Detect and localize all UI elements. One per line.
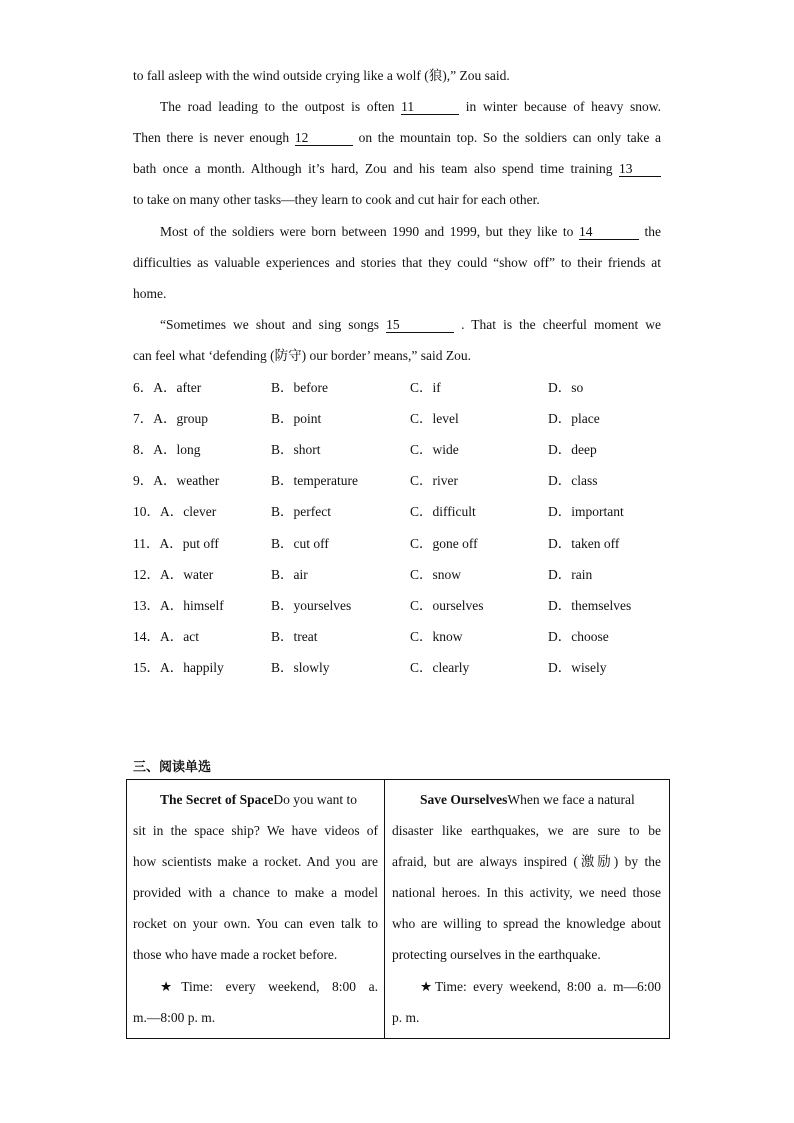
option-c[interactable]: C．ourselves [410, 598, 484, 613]
option-b[interactable]: B．perfect [271, 504, 331, 519]
passage-line: Most of the soldiers were born between 1990 and 1999, but they like to 14 the [160, 224, 661, 239]
question-row: 12．A．water B．air C．snow D．rain [133, 567, 593, 582]
question-row: 10．A．clever B．perfect C．difficult D．important [133, 504, 624, 519]
option-d[interactable]: D．themselves [548, 598, 632, 613]
option-d[interactable]: D．class [548, 473, 598, 488]
option-d[interactable]: D．rain [548, 567, 593, 582]
blank-12[interactable]: 12 [295, 130, 353, 146]
option-a[interactable]: A．act [160, 629, 199, 644]
question-row: 8．A．long B．short C．wide D．deep [133, 442, 597, 457]
option-b[interactable]: B．air [271, 567, 308, 582]
question-row: 6．A．after B．before C．if D．so [133, 380, 584, 395]
option-c[interactable]: C．know [410, 629, 463, 644]
option-b[interactable]: B．temperature [271, 473, 358, 488]
passage-line: home. [133, 286, 167, 301]
option-c[interactable]: C．gone off [410, 536, 478, 551]
blank-15[interactable]: 15 [386, 317, 454, 333]
ad-left: The Secret of SpaceDo you want to sit in the space ship? We have videos of how scientists make a rocket. And you are provided with a chance to make a model rocket on your own. You can even talk to those who have made a rocket before. ★Time: every weekend, 8:00 a. m.—8:00 p. m. [127, 780, 385, 1039]
option-a[interactable]: A．himself [160, 598, 224, 613]
option-a[interactable]: A．water [160, 567, 214, 582]
option-a[interactable]: A．group [153, 411, 208, 426]
option-d[interactable]: D．deep [548, 442, 597, 457]
passage-line: Then there is never enough 12 on the mountain top. So the soldiers can only take a [133, 130, 661, 145]
option-b[interactable]: B．point [271, 411, 322, 426]
option-d[interactable]: D．so [548, 380, 584, 395]
passage-line: to fall asleep with the wind outside crying like a wolf (狼),” Zou said. [133, 68, 510, 83]
passage-line: bath once a month. Although it’s hard, Zou and his team also spend time training 13 [133, 160, 661, 178]
option-c[interactable]: C．if [410, 380, 441, 395]
passage-line: can feel what ‘defending (防守) our border’ means,” said Zou. [133, 348, 471, 363]
option-a[interactable]: A．happily [160, 660, 224, 675]
blank-11[interactable]: 11 [401, 99, 459, 115]
question-row: 15．A．happily B．slowly C．clearly D．wisely [133, 660, 607, 675]
option-a[interactable]: A．long [153, 442, 201, 457]
question-row: 9．A．weather B．temperature C．river D．class [133, 473, 598, 488]
option-d[interactable]: D．choose [548, 629, 609, 644]
option-c[interactable]: C．wide [410, 442, 459, 457]
option-d[interactable]: D．taken off [548, 536, 620, 551]
ad-time: ★Time: every weekend, 8:00 a. [160, 979, 378, 994]
section-title: 三、阅读单选 [133, 760, 212, 775]
passage-line: “Sometimes we shout and sing songs 15 . That is the cheerful moment we [160, 317, 662, 332]
option-a[interactable]: A．after [153, 380, 202, 395]
option-c[interactable]: C．river [410, 473, 458, 488]
option-d[interactable]: D．important [548, 504, 624, 519]
option-b[interactable]: B．before [271, 380, 328, 395]
ad-title: The Secret of Space [160, 792, 274, 807]
passage-line: difficulties as valuable experiences and stories that they could “show off” to their friends at [133, 255, 661, 270]
option-b[interactable]: B．short [271, 442, 321, 457]
option-b[interactable]: B．yourselves [271, 598, 352, 613]
question-row: 11．A．put off B．cut off C．gone off D．taken off [133, 536, 620, 551]
option-c[interactable]: C．clearly [410, 660, 470, 675]
passage-line: The road leading to the outpost is often 11 in winter because of heavy snow. [160, 99, 662, 114]
ad-time: ★Time: every weekend, 8:00 a. m—6:00 [420, 979, 661, 994]
option-c[interactable]: C．difficult [410, 504, 476, 519]
option-d[interactable]: D．place [548, 411, 600, 426]
option-b[interactable]: B．treat [271, 629, 318, 644]
option-a[interactable]: A．weather [153, 473, 220, 488]
question-row: 14．A．act B．treat C．know D．choose [133, 629, 609, 644]
option-c[interactable]: C．snow [410, 567, 462, 582]
ad-right: Save OurselvesWhen we face a natural disaster like earthquakes, we are sure to be afraid, but are always inspired (激励) by the national heroes. In this activity, we need those who are willing to spread the knowledge about protecting ourselves in the earthquake. ★Time: every weekend, 8:00 a. m—6:00 p. m. [385, 780, 670, 1039]
option-b[interactable]: B．cut off [271, 536, 329, 551]
option-a[interactable]: A．clever [160, 504, 217, 519]
question-row: 7．A．group B．point C．level D．place [133, 411, 600, 426]
option-a[interactable]: A．put off [159, 536, 219, 551]
option-c[interactable]: C．level [410, 411, 459, 426]
passage-line: to take on many other tasks—they learn to cook and cut hair for each other. [133, 192, 540, 207]
option-b[interactable]: B．slowly [271, 660, 330, 675]
option-d[interactable]: D．wisely [548, 660, 607, 675]
blank-13[interactable]: 13 [619, 161, 661, 177]
question-row: 13．A．himself B．yourselves C．ourselves D．themselves [133, 598, 632, 613]
ad-title: Save Ourselves [420, 792, 508, 807]
ads-table [126, 779, 670, 1039]
blank-14[interactable]: 14 [579, 224, 639, 240]
